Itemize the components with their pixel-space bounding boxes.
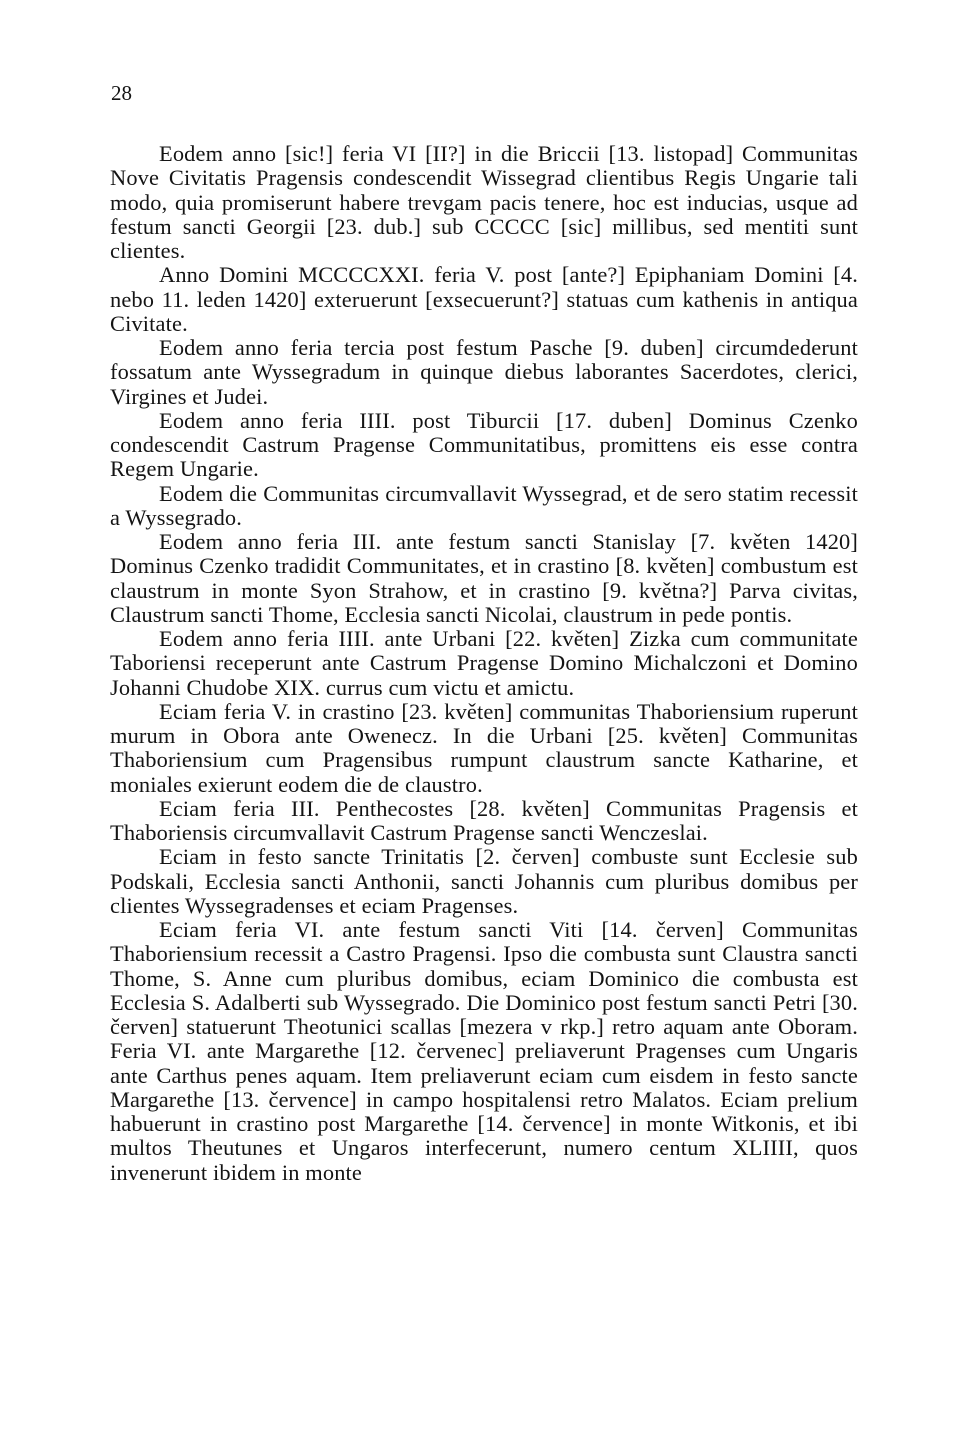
paragraph: Anno Domini MCCCCXXI. feria V. post [ante?] Epiphaniam Domini [4. nebo 11. leden 1420] exteruerunt [exsecuerunt?] statuas cum kathenis in antiqua Civitate. xyxy=(110,262,858,336)
paragraph: Eciam in festo sancte Trinitatis [2. červen] combuste sunt Ecclesie sub Podskali, Ecclesia sancti Anthonii, sancti Johannis cum pluribus domibus per clientes Wyssegradenses et eciam Pragenses. xyxy=(110,844,858,918)
paragraph: Eodem anno [sic!] feria VI [II?] in die Briccii [13. listopad] Communitas Nove Civitatis Pragensis condescendit Wissegrad clientibus Regis Ungarie tali modo, quia promiserunt habere trevgam pacis tenere, hoc est inducias, usque ad festum sancti Georgii [23. dub.] sub CCCCC [sic] millibus, sed mentiti sunt clientes. xyxy=(110,141,858,263)
chronicle-text xyxy=(110,142,858,1185)
paragraph: Eciam feria III. Penthecostes [28. květen] Communitas Pragensis et Thaboriensis circumvallavit Castrum Pragense sancti Wenczeslai. xyxy=(110,795,858,845)
paragraph: Eodem anno feria IIII. post Tiburcii [17. duben] Dominus Czenko condescendit Castrum Pragense Communitatibus, promittens eis esse contra Regem Ungarie. xyxy=(110,407,858,482)
page-number: 28 xyxy=(111,81,132,105)
paragraph: Eodem die Communitas circumvallavit Wyssegrad, et de sero statim recessit a Wyssegrado. xyxy=(110,480,858,530)
paragraph: Eciam feria VI. ante festum sancti Viti [14. červen] Communitas Thaboriensium recessit a Castro Pragensi. Ipso die combusta sunt Claustra sancti Thome, S. Anne cum pluribus domibus, eciam Dominico die combusta est Ecclesia S. Adalberti sub Wyssegrado. Die Dominico post festum sancti Petri [30. červen] statuerunt Theotunici scallas [mezera v rkp.] retro aquam ante Oboram. Feria VI. ante Margarethe [12. červenec] preliaverunt Pragenses cum Ungaris ante Carthus penes aquam. Item preliaverunt eciam cum eisdem in festo sancte Margarethe [13. července] in campo hospitalensi retro Malatos. Eciam prelium habuerunt in crastino post Margarethe [14. července] in monte Witkonis, et ibi multos Theutunes et Ungaros interfecerunt, numero centum XLIIII, quos invenerunt ibidem in monte xyxy=(110,917,858,1185)
paragraph: Eciam feria V. in crastino [23. květen] communitas Thaboriensium ruperunt murum in Obora ante Owenecz. In die Urbani [25. květen] Communitas Thaboriensium cum Pragensibus rumpunt claustrum sancte Katharine, et moniales exierunt eodem die de claustro. xyxy=(110,698,858,797)
paragraph: Eodem anno feria tercia post festum Pasche [9. duben] circumdederunt fossatum ante Wyssegradum in quinque diebus laborantes Sacerdotes, clerici, Virgines et Judei. xyxy=(110,335,858,409)
paragraph: Eodem anno feria III. ante festum sancti Stanislay [7. květen 1420] Dominus Czenko tradidit Communitates, et in crastino [8. květen] combustum est claustrum in monte Syon Strahow, et in crastino [9. května?] Parva civitas, Claustrum sancti Thome, Ecclesia sancti Nicolai, claustrum in pede pontis. xyxy=(110,529,858,627)
paragraph: Eodem anno feria IIII. ante Urbani [22. květen] Zizka cum communitate Taboriensi receperunt ante Castrum Pragense Domino Michalczoni et Domino Johanni Chudobe XIX. currus cum victu et amictu. xyxy=(110,626,858,700)
